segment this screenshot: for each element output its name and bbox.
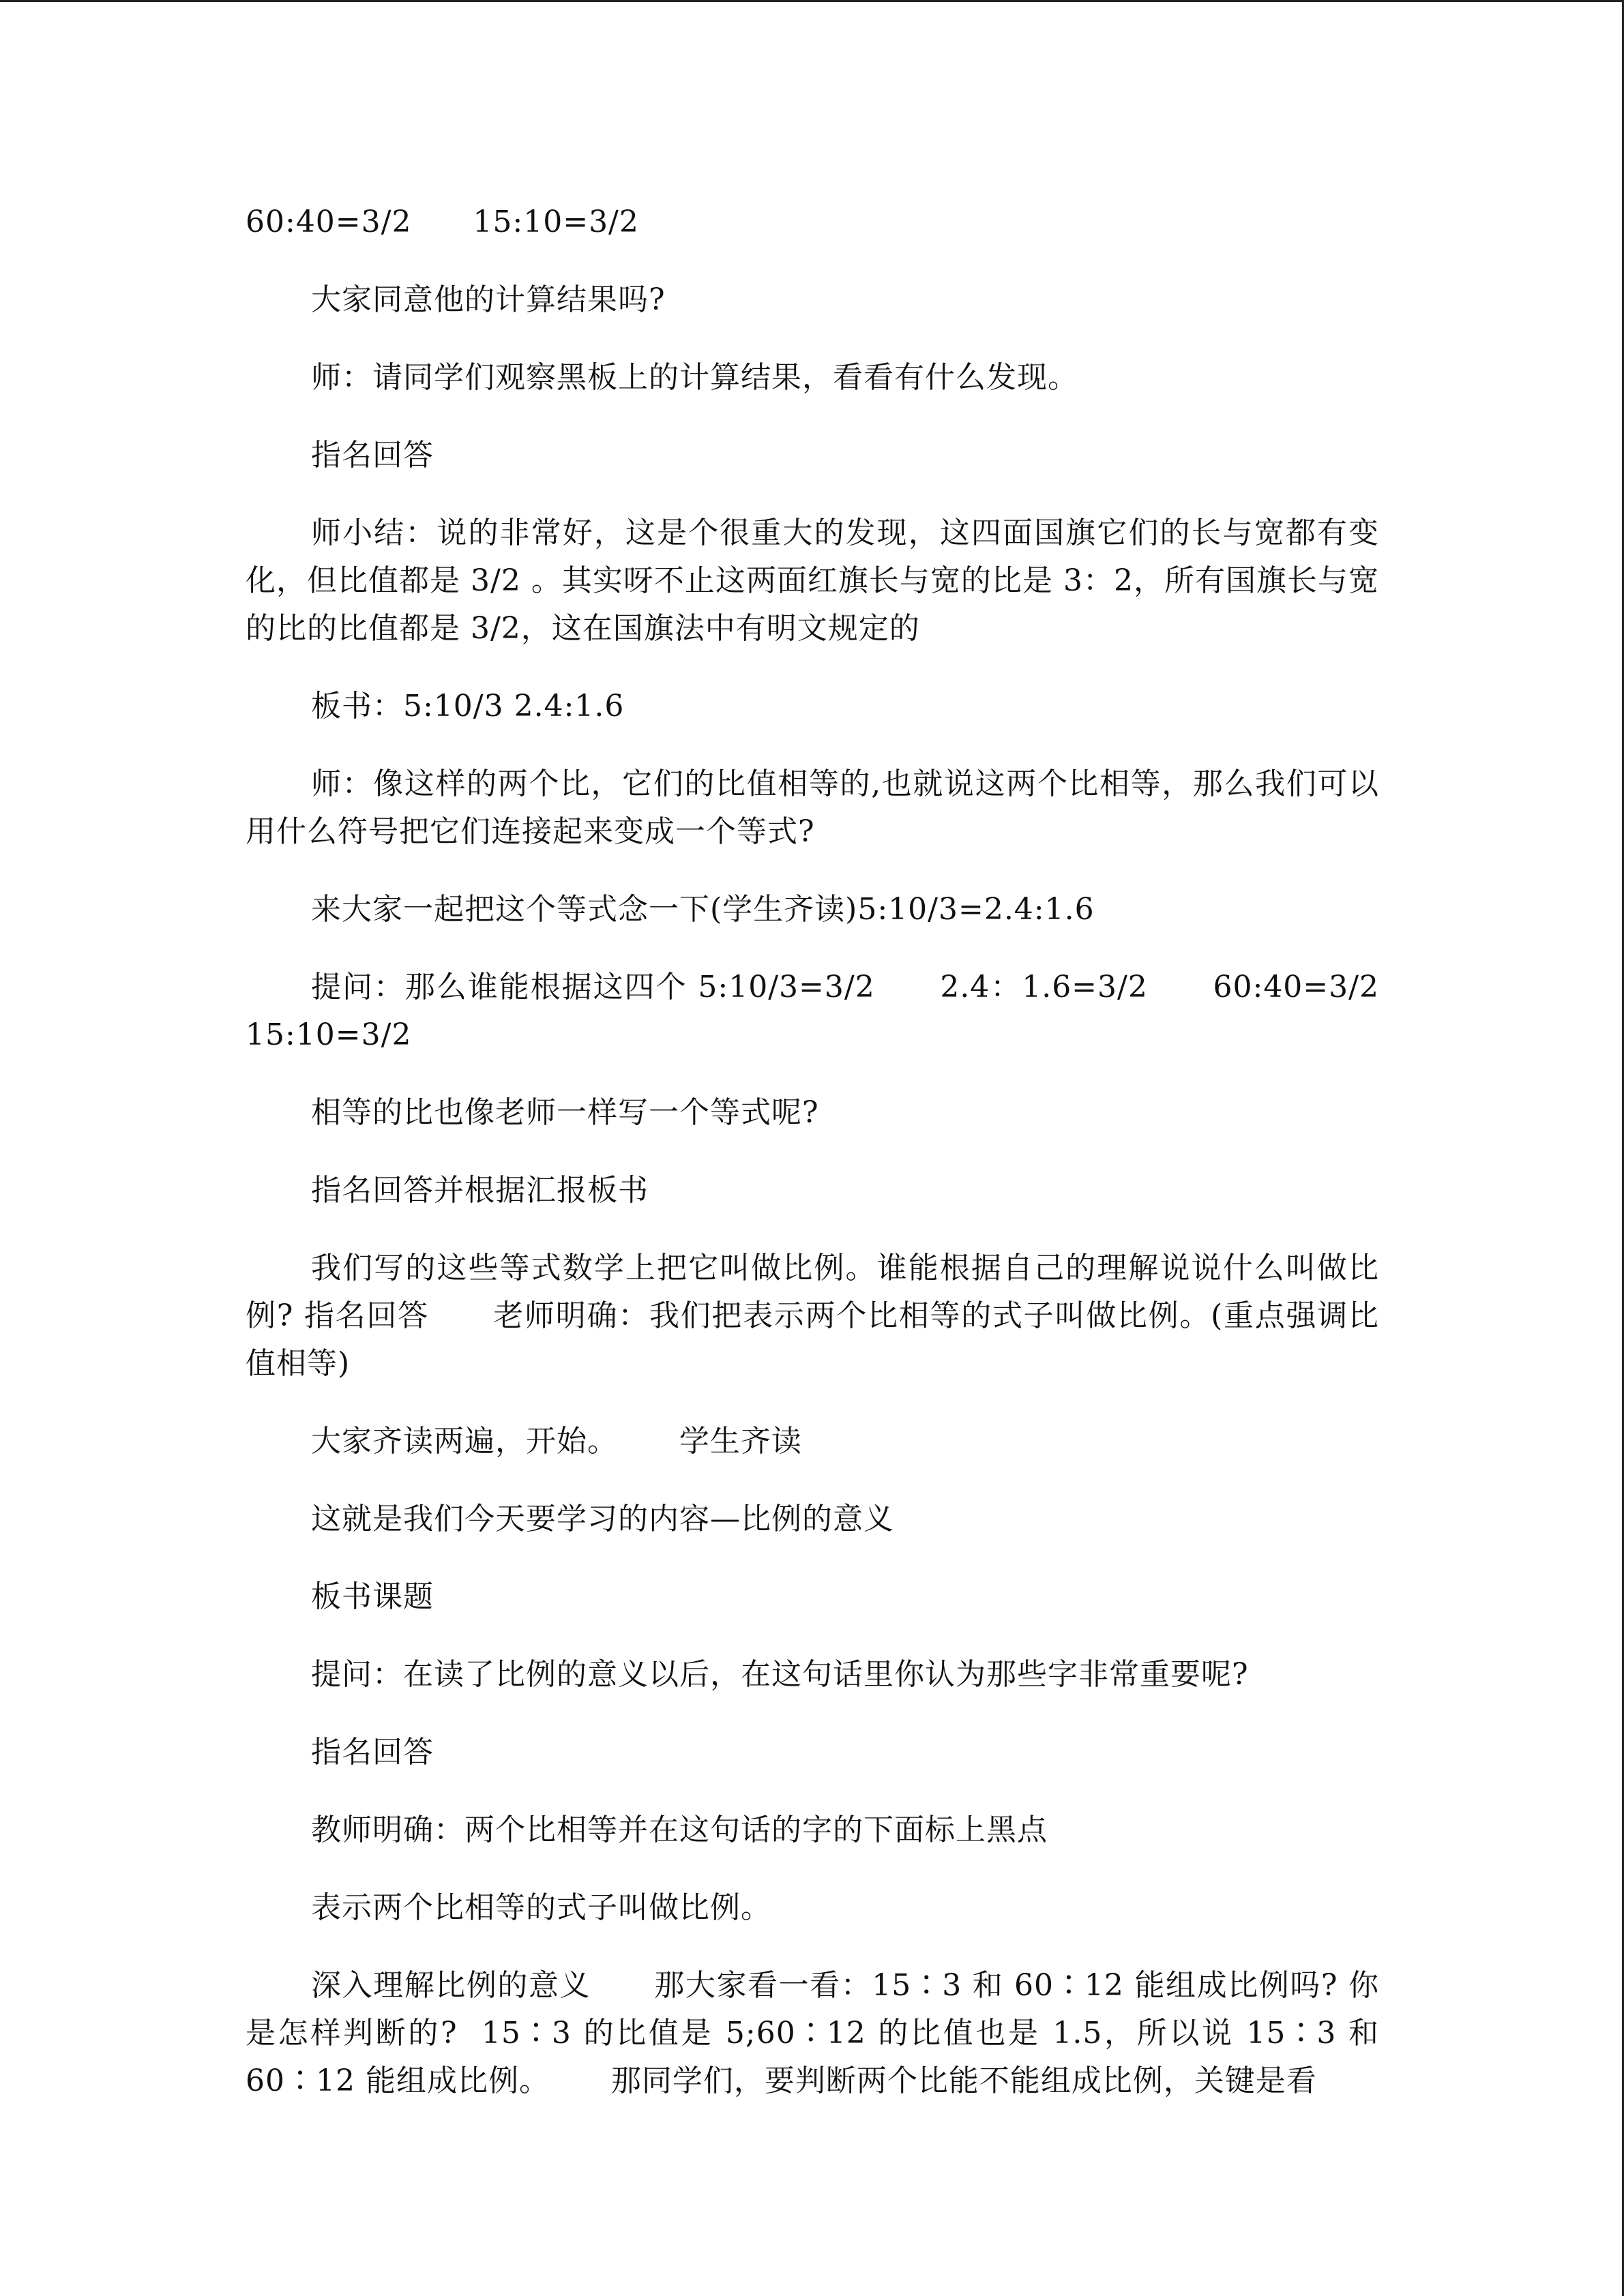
paragraph-definition-repeat: 表示两个比相等的式子叫做比例。 <box>311 1890 771 1925</box>
paragraph-teacher-clarifies: 教师明确：两个比相等并在这句话的字的下面标上黑点 <box>311 1813 1048 1847</box>
paragraph-read-equation: 来大家一起把这个等式念一下(学生齐读)5:10/3=2.4:1.6 <box>311 892 1095 927</box>
paragraph-observe-board: 师：请同学们观察黑板上的计算结果，看看有什么发现。 <box>311 360 1078 395</box>
paragraph-proportion-definition: 我们写的这些等式数学上把它叫做比例。谁能根据自己的理解说说什么叫做比例? 指名回答 老师明确：我们把表示两个比相等的式子叫做比例。(重点强调比值相等) <box>246 1251 1379 1381</box>
paragraph-board-writing: 板书：5:10/3 2.4:1.6 <box>311 689 625 724</box>
paragraph-deep-understanding: 深入理解比例的意义 那大家看一看：15∶3 和 60∶12 能组成比例吗? 你是怎样判断的? 15∶3 的比值是 5;60∶12 的比值也是 1.5，所以说 15∶3 和 60∶12 能组成比例。 那同学们，要判断两个比能不能组成比例，关键是看 <box>246 1968 1389 2098</box>
paragraph-today-content: 这就是我们今天要学习的内容—比例的意义 <box>311 1502 894 1536</box>
paragraph-question-four-ratios: 提问：那么谁能根据这四个 5:10/3=3/2 2.4：1.6=3/2 60:40=3/2 15:10=3/2 <box>246 970 1389 1052</box>
document-body <box>246 198 1389 2135</box>
paragraph-important-words: 提问：在读了比例的意义以后，在这句话里你认为那些字非常重要呢? <box>311 1657 1249 1692</box>
paragraph-call-answer-2: 指名回答 <box>311 1735 434 1770</box>
paragraph-read-twice: 大家齐读两遍，开始。 学生齐读 <box>311 1424 802 1459</box>
paragraph-answer-and-board: 指名回答并根据汇报板书 <box>311 1173 649 1208</box>
paragraph-write-equation: 相等的比也像老师一样写一个等式呢? <box>311 1095 819 1130</box>
paragraph-ratio-results: 60:40=3/2 15:10=3/2 <box>246 205 639 239</box>
paragraph-call-answer: 指名回答 <box>311 438 434 473</box>
paragraph-agree-question: 大家同意他的计算结果吗? <box>311 282 666 317</box>
paragraph-equal-ratios: 师：像这样的两个比，它们的比值相等的,也就说这两个比相等，那么我们可以用什么符号把它们连接起来变成一个等式? <box>246 766 1379 849</box>
paragraph-teacher-summary: 师小结：说的非常好，这是个很重大的发现，这四面国旗它们的长与宽都有变化，但比值都是 3/2 。其实呀不止这两面红旗长与宽的比是 3：2，所有国旗长与宽的比的比值都是 3/2，这在国旗法中有明文规定的 <box>246 516 1379 646</box>
paragraph-board-title: 板书课题 <box>311 1579 434 1614</box>
